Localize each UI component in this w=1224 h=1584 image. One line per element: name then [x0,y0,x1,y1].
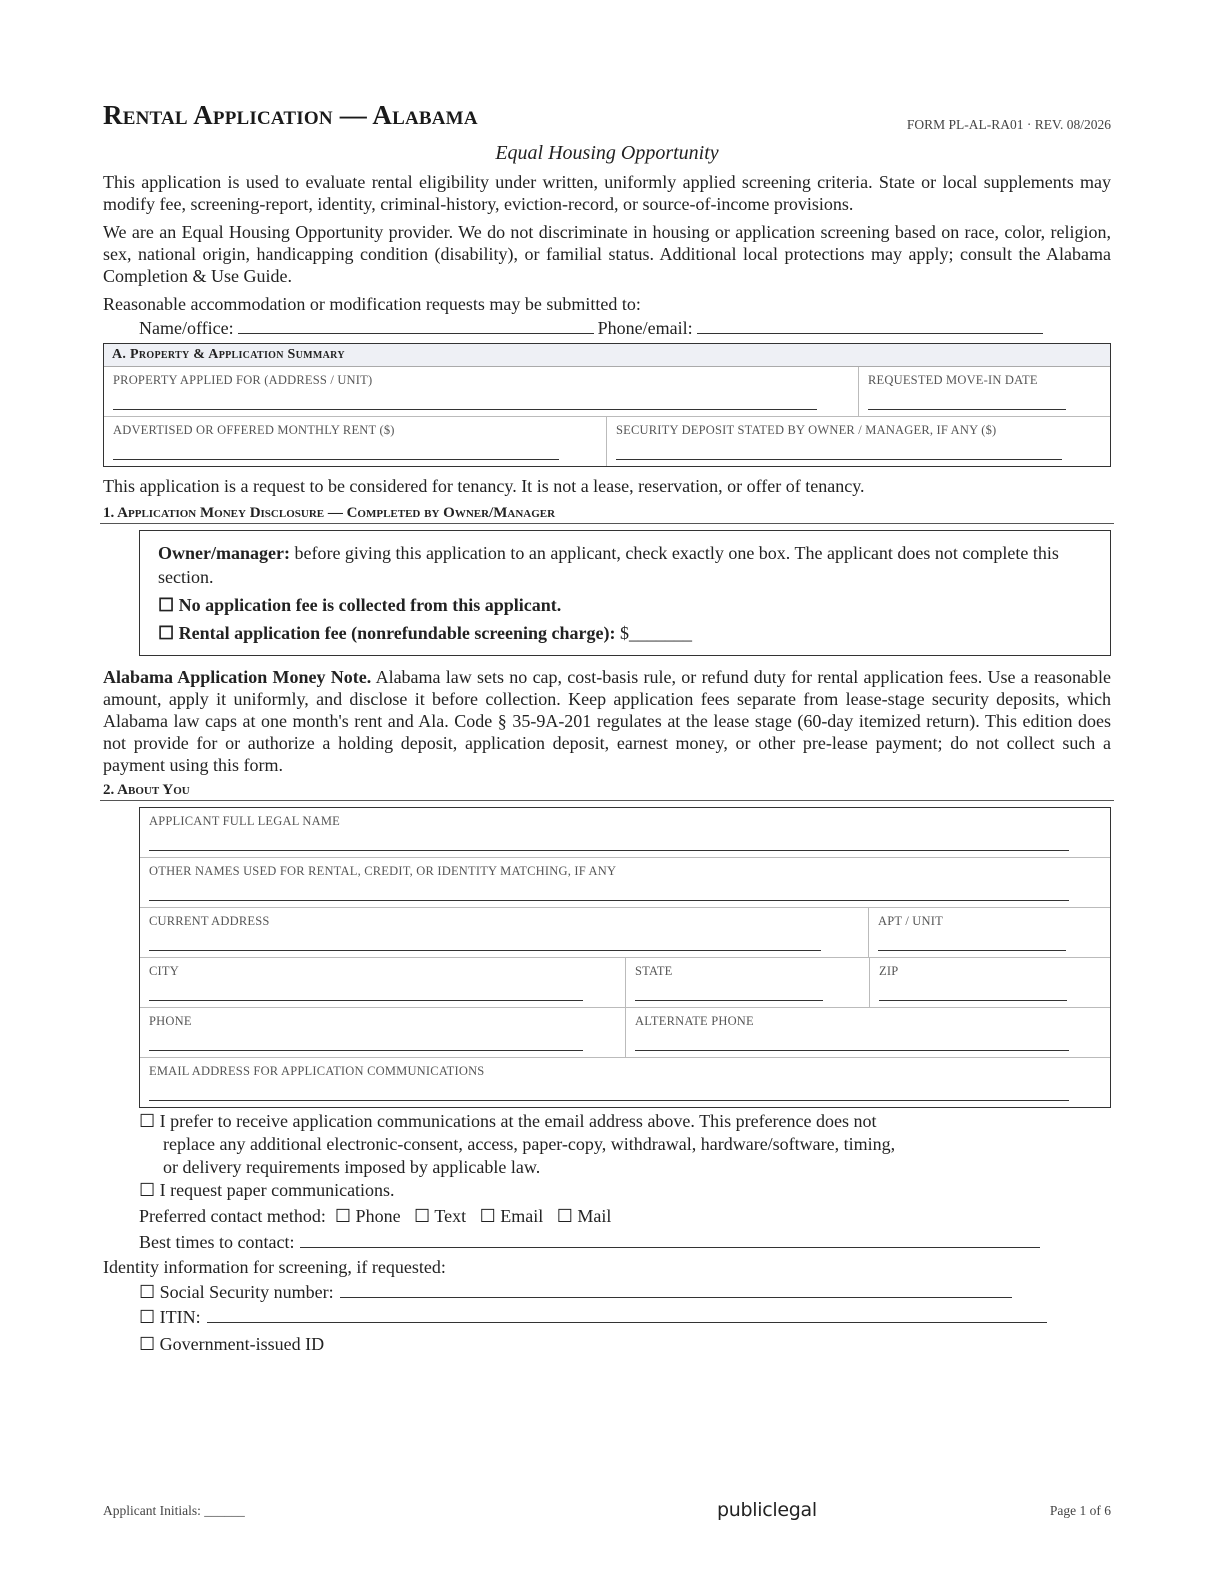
city-row [140,958,1110,1008]
page-number: Page 1 of 6 [1049,1503,1111,1518]
property-cell[interactable] [104,367,859,416]
best-times-label: Best times to contact: [139,1232,295,1252]
paper-preference-checkbox[interactable]: ☐ I request paper communications. [139,1180,395,1200]
section-2-heading: 2. About You [100,782,1114,801]
state-field[interactable] [635,1000,823,1001]
form-subtitle: Equal Housing Opportunity [495,142,719,164]
state-cell[interactable] [626,958,870,1007]
property-summary-box [103,343,1111,467]
full-name-row [140,808,1110,858]
ssn-checkbox[interactable]: ☐ Social Security number: [139,1282,334,1302]
contact-method-options[interactable]: Preferred contact method: ☐ Phone ☐ Text ☐ Email ☐ Mail [139,1206,612,1226]
city-label: CITY [149,964,179,978]
owner-disclosure-box [139,530,1111,656]
section-1-heading: 1. Application Money Disclosure — Completed by Owner/Manager [100,505,1114,524]
address-cell[interactable] [140,908,869,957]
move-in-field[interactable] [868,409,1066,410]
address-field[interactable] [149,950,821,951]
alt-phone-cell[interactable] [626,1008,1110,1057]
deposit-field[interactable] [616,459,1062,460]
fee-option[interactable] [158,621,1092,645]
rent-label: ADVERTISED OR OFFERED MONTHLY RENT ($) [113,423,395,437]
page-footer [103,1499,1111,1523]
best-times-line [139,1231,1111,1254]
itin-checkbox[interactable]: ☐ ITIN: [139,1307,201,1327]
phone-email-label: Phone/email: [597,318,693,338]
request-note: This application is a request to be considered for tenancy. It is not a lease, reservation, or offer of tenancy. [103,476,865,496]
zip-label: ZIP [879,964,899,978]
no-fee-checkbox[interactable]: ☐ No application fee is collected from this applicant. [158,595,562,615]
itin-field[interactable] [207,1306,1047,1323]
property-label: PROPERTY APPLIED FOR (ADDRESS / UNIT) [113,373,373,387]
best-times-field[interactable] [300,1231,1040,1248]
name-office-field[interactable] [238,317,594,334]
email-row [140,1058,1110,1107]
identity-label: Identity information for screening, if requested: [103,1257,446,1277]
email-field[interactable] [149,1100,1069,1101]
intro-paragraph-3: Reasonable accommodation or modification requests may be submitted to: [103,294,641,314]
city-field[interactable] [149,1000,583,1001]
full-name-cell[interactable] [140,808,1110,857]
other-names-cell[interactable] [140,858,1110,907]
publiclegal-logo: publiclegal [717,1499,817,1521]
phone-field[interactable] [149,1050,583,1051]
application-money-note [103,666,1111,776]
other-names-row [140,858,1110,908]
phone-row [140,1008,1110,1058]
property-summary-heading: A. Property & Application Summary [104,344,1110,367]
apt-label: APT / UNIT [878,914,943,928]
money-note-bold: Alabama Application Money Note. [103,667,372,687]
phone-email-field[interactable] [697,317,1043,334]
property-row [104,367,1110,417]
zip-field[interactable] [879,1000,1067,1001]
applicant-initials: Applicant Initials: ______ [103,1503,245,1518]
email-cell[interactable] [140,1058,1110,1107]
email-preference-cont-2: or delivery requirements imposed by applicable law. [163,1157,541,1177]
apt-cell[interactable] [869,908,1110,957]
city-cell[interactable] [140,958,626,1007]
itin-line [139,1306,1111,1329]
title-row [103,100,1111,140]
deposit-cell[interactable] [607,417,1110,466]
ssn-line [139,1281,1111,1304]
full-name-label: APPLICANT FULL LEGAL NAME [149,814,340,828]
rent-row [104,417,1110,466]
rent-field[interactable] [113,459,559,460]
zip-cell[interactable] [870,958,1110,1007]
alt-phone-label: ALTERNATE PHONE [635,1014,754,1028]
email-preference-checkbox[interactable]: ☐ I prefer to receive application communications at the email address above. This preference does not [139,1111,877,1131]
phone-cell[interactable] [140,1008,626,1057]
fee-amount-field[interactable]: $_______ [619,623,692,643]
form-id: FORM PL-AL-RA01 · REV. 08/2026 [906,117,1111,132]
full-name-field[interactable] [149,850,1069,851]
intro-paragraph-1: This application is used to evaluate rental eligibility under written, uniformly applied screening criteria. State or local supplements may modify fee, screening-report, identity, criminal-history, eviction-record, or source-of-income provisions. [103,172,1111,214]
owner-instructions [158,541,1092,589]
form-title: Rental Application — Alabama [103,100,478,130]
ssn-field[interactable] [340,1281,1012,1298]
other-names-field[interactable] [149,900,1069,901]
name-office-label: Name/office: [139,318,234,338]
email-preference-cont-1: replace any additional electronic-consent, access, paper-copy, withdrawal, hardware/software, timing, [163,1134,896,1154]
address-row [140,908,1110,958]
alt-phone-field[interactable] [635,1050,1069,1051]
owner-instructions-bold: Owner/manager: [158,543,290,563]
money-note-text: Alabama law sets no cap, cost-basis rule, or refund duty for rental application fees. Use a reasonable amount, apply it uniformly, and disclose it before collection. Keep application fees separate from lease-stage security deposits, which Alabama law caps at one month's rent and Ala. Code § 35-9A-201 regulates at the lease stage (60-day itemized return). This edition does not provide for or authorize a holding deposit, application deposit, earnest money, or other pre-lease payment; do not collect such a payment using this form. [103,667,1111,775]
property-field[interactable] [113,409,817,410]
phone-label: PHONE [149,1014,192,1028]
about-you-box [139,807,1111,1108]
email-label: EMAIL ADDRESS FOR APPLICATION COMMUNICATIONS [149,1064,485,1078]
apt-field[interactable] [878,950,1066,951]
rent-cell[interactable] [104,417,607,466]
deposit-label: SECURITY DEPOSIT STATED BY OWNER / MANAGER, IF ANY ($) [616,423,997,437]
owner-instructions-text: before giving this application to an applicant, check exactly one box. The applicant does not complete this section. [158,543,1059,587]
intro-paragraph-2: We are an Equal Housing Opportunity provider. We do not discriminate in housing or application screening based on race, color, religion, sex, national origin, handicapping condition (disability), or familial status. Additional local protections may apply; consult the Alabama Completion & Use Guide. [103,222,1111,286]
other-names-label: OTHER NAMES USED FOR RENTAL, CREDIT, OR IDENTITY MATCHING, IF ANY [149,864,617,878]
fee-checkbox-label[interactable]: ☐ Rental application fee (nonrefundable screening charge): [158,623,616,643]
gov-id-checkbox[interactable]: ☐ Government-issued ID [139,1334,325,1354]
communication-preferences [103,1110,1111,1356]
address-label: CURRENT ADDRESS [149,914,270,928]
move-in-label: REQUESTED MOVE-IN DATE [868,373,1038,387]
accommodation-contact-line [139,317,1111,339]
move-in-cell[interactable] [859,367,1110,416]
form-page [103,100,1111,1356]
state-label: STATE [635,964,673,978]
